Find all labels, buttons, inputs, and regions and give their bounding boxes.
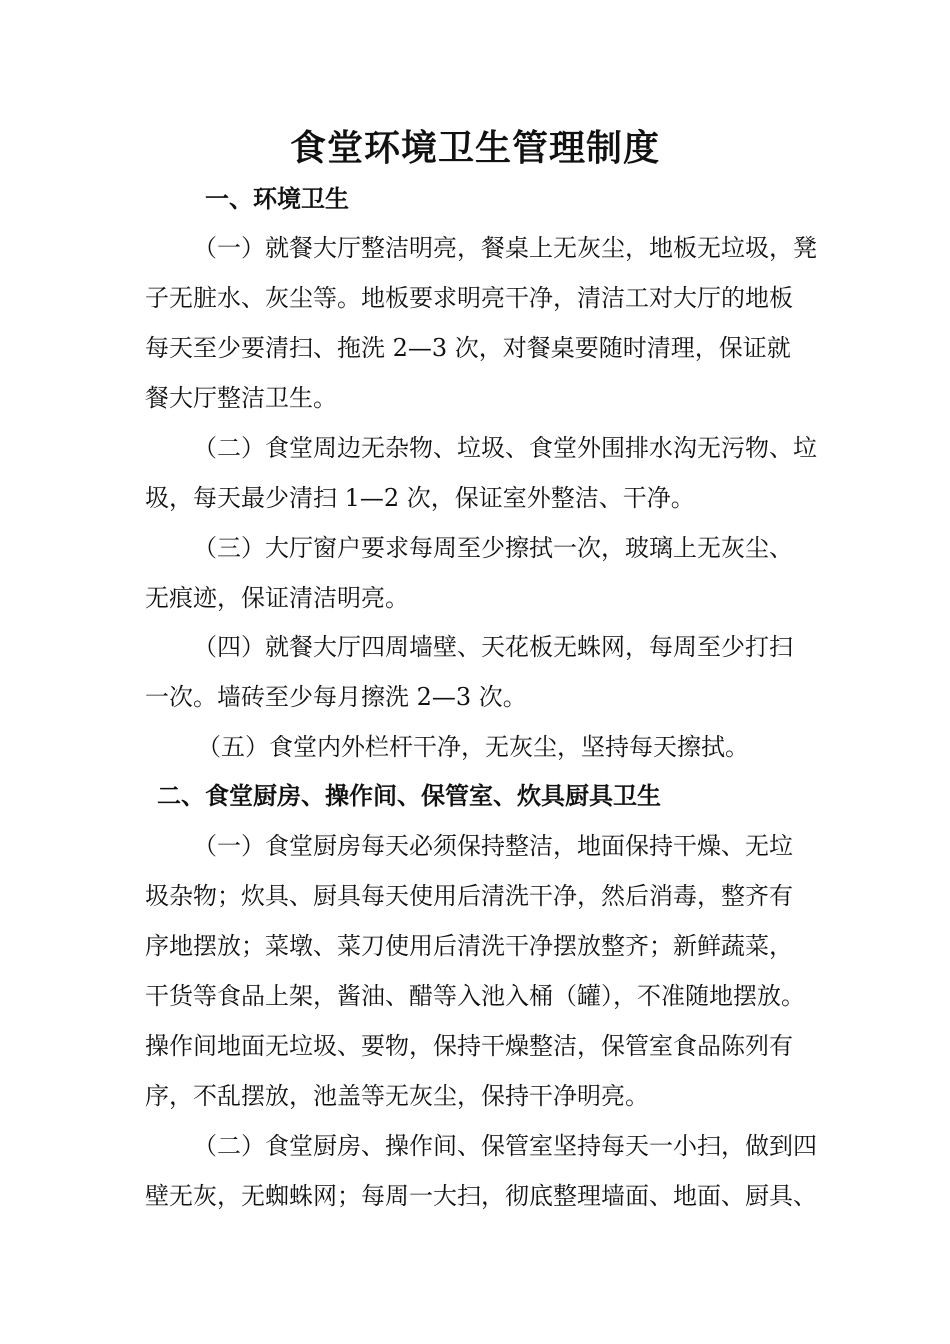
paragraph-line: 无痕迹，保证清洁明亮。: [145, 584, 409, 612]
paragraph-line: 序，不乱摆放，池盖等无灰尘，保持干净明亮。: [145, 1082, 649, 1110]
paragraph-line: 每天至少要清扫、拖洗 2—3 次，对餐桌要随时清理，保证就: [145, 334, 791, 362]
paragraph-line: 壁无灰，无蜘蛛网；每周一大扫，彻底整理墙面、地面、厨具、: [145, 1182, 817, 1210]
document-title: 食堂环境卫生管理制度: [289, 127, 660, 169]
paragraph-line: （一）就餐大厅整洁明亮，餐桌上无灰尘，地板无垃圾，凳: [193, 234, 817, 262]
paragraph-line: （三）大厅窗户要求每周至少擦拭一次，玻璃上无灰尘、: [193, 534, 793, 562]
section-heading-kitchen: 二、食堂厨房、操作间、保管室、炊具厨具卫生: [157, 781, 661, 810]
section-heading-environment: 一、环境卫生: [205, 184, 349, 213]
paragraph-line: 餐大厅整洁卫生。: [145, 384, 337, 412]
paragraph-line: （二）食堂厨房、操作间、保管室坚持每天一小扫，做到四: [193, 1132, 817, 1160]
paragraph-line: （五）食堂内外栏杆干净，无灰尘，坚持每天擦拭。: [197, 733, 749, 761]
paragraph-line: （一）食堂厨房每天必须保持整洁，地面保持干燥、无垃: [193, 832, 793, 860]
paragraph-line: 一次。墙砖至少每月擦洗 2—3 次。: [145, 683, 527, 711]
paragraph-line: 圾杂物；炊具、厨具每天使用后清洗干净，然后消毒，整齐有: [145, 882, 793, 910]
paragraph-line: 干货等食品上架，酱油、醋等入池入桶（罐），不准随地摆放。: [145, 982, 805, 1010]
paragraph-line: 序地摆放；菜墩、菜刀使用后清洗干净摆放整齐；新鲜蔬菜，: [145, 932, 793, 960]
paragraph-line: 子无脏水、灰尘等。地板要求明亮干净，清洁工对大厅的地板: [145, 284, 793, 312]
paragraph-line: （四）就餐大厅四周墙壁、天花板无蛛网，每周至少打扫: [193, 633, 793, 661]
paragraph-line: 圾，每天最少清扫 1—2 次，保证室外整洁、干净。: [145, 484, 695, 512]
paragraph-line: 操作间地面无垃圾、要物，保持干燥整洁，保管室食品陈列有: [145, 1032, 793, 1060]
paragraph-line: （二）食堂周边无杂物、垃圾、食堂外围排水沟无污物、垃: [193, 434, 817, 462]
